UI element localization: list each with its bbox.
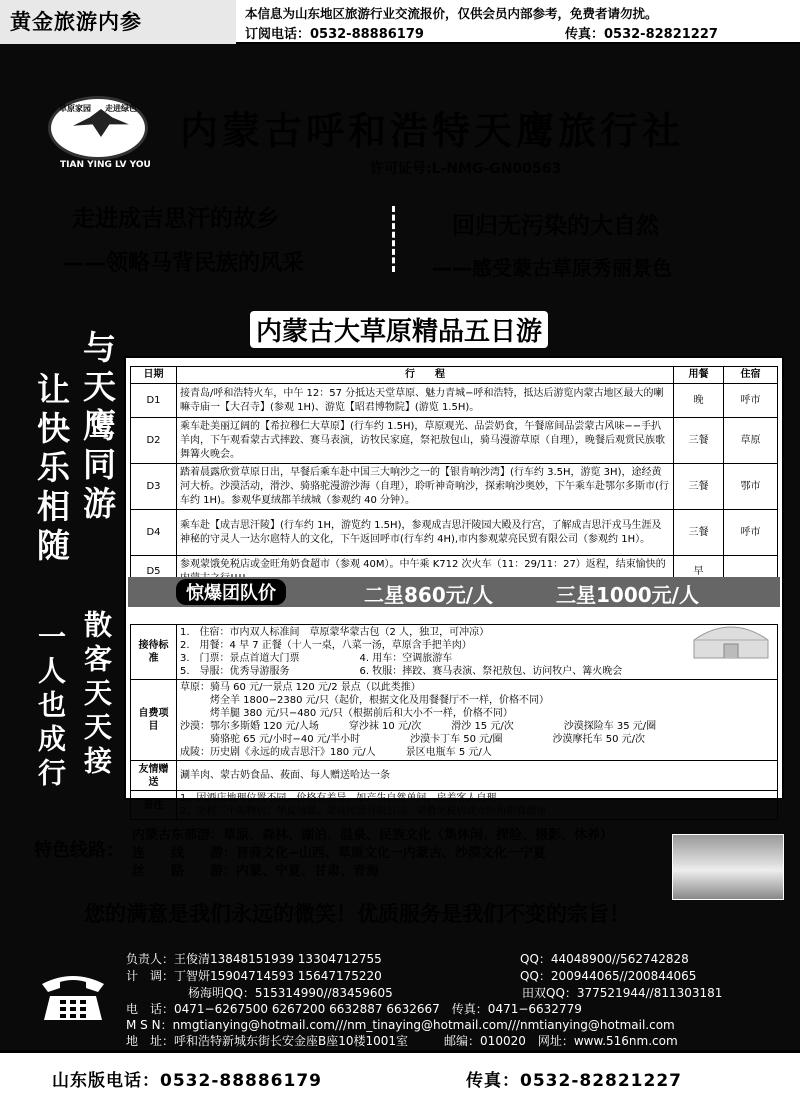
stay-cell: 呼市 (724, 510, 778, 556)
itinerary-cell: 参观蒙饿免税店或金旺角奶食超市（参观 40M）。中午乘 K712 次火车（11：29/11：27）返程，结束愉快的 (177, 556, 674, 588)
vertical-slogan-4: 一人也成行 (34, 622, 67, 792)
slogan-left-main: 走进成吉思汗的故乡 (72, 206, 279, 232)
tour-title: 内蒙古大草原精品五日游 (250, 311, 548, 348)
manager-qq: QQ：44048900//562742828 (520, 952, 689, 966)
table-row (131, 384, 778, 418)
top-header (0, 0, 800, 44)
msn-line: M S N：nmgtianying@hotmail.com///nm_tinaying@hotmail.com///nmtianying@hotmail.com (126, 1018, 675, 1032)
itinerary-cell: 踏着晨露欣赏草原日出，早餐后乘车赴中国三大响沙之一的【银肯响沙湾】(行车约 3.5H，游览 3H)，途经黄河大桥。沙漠活动，滑沙、骑骆驼漫游沙海（自理），聆听神奇响沙，探索响沙奥妙，下午乘车赴鄂尔多斯市(行车约 1H)。参观华夏绒都羊绒城（参观约 40 分钟）。 (177, 464, 674, 510)
optional-label: 自费项目 (131, 680, 177, 761)
slogan-right-sub: ——感受蒙古草原秀丽景色 (432, 256, 672, 280)
price-three-star: 三星1000元/人 (556, 583, 699, 607)
optional-line: 骑骆驼 65 元/小时−40 元/半小时 沙漠卡丁车 50 元/圈 沙漠摩托车 50 元/次 (180, 734, 646, 745)
gift-label: 友情赠送 (131, 761, 177, 791)
stay-cell: 鄂市 (724, 464, 778, 510)
route-silk: 丝 路 游：内蒙、宁夏、甘肃、青海 (132, 864, 380, 879)
price-two-star: 二星860元/人 (364, 583, 494, 607)
vertical-slogan-1: 与天鹰同游 (78, 330, 117, 525)
table-row (131, 418, 778, 464)
manager-contact: 负责人：王俊清13848151939 13304712755 (126, 952, 382, 966)
slogan-divider (392, 206, 395, 272)
optional-line: 草原：骑马 60 元/一景点 120 元/2 景点（以此类推） (180, 682, 421, 693)
logo-text-right: 走进绿色 (105, 104, 137, 113)
day-cell: D3 (131, 464, 177, 510)
col-meal: 用餐 (674, 367, 724, 384)
license-number: 许可证号:L-NMG-GN00563 (370, 161, 562, 177)
stay-cell: 草原 (724, 418, 778, 464)
itinerary-table (130, 366, 778, 588)
optional-line: 沙漠：鄂尔多斯婚 120 元/人场 穿沙袜 10 元/次 滑沙 15 元/次 沙漠探险车 35 元/圈 (180, 721, 657, 732)
meal-cell: 三餐 (674, 464, 724, 510)
member-notice: 本信息为山东地区旅游行业交流报价，仅供会员内部参考，免费者请勿扰。 (245, 6, 658, 21)
remarks-label: 备注 (131, 791, 177, 820)
route-east: 内蒙古东部游：草原、森林、湖泊、温泉、民族文化（集休闲、探险、摄影、休养） (132, 828, 614, 843)
table-row (131, 625, 778, 680)
logo-text-left: 草原家园 (59, 104, 91, 113)
header-fax: 传真：0532-82821227 (565, 27, 718, 42)
standards-line: 5. 导服：优秀导游服务 6. 牧服：摔跤、赛马表演、祭祀敖包、访问牧户、篝火晚会 (180, 666, 623, 677)
table-row (131, 791, 778, 820)
standards-line: 2. 用餐：4 早 7 正餐（十人一桌，八菜一汤，草原含手把羊肉） (180, 640, 472, 651)
gift-cell: 涮羊肉、蒙古奶食品、莜面、每人赠送哈达一条 (177, 761, 778, 791)
meal-cell: 三餐 (674, 510, 724, 556)
brand-title: 黄金旅游内参 (0, 0, 236, 44)
standards-line: 1. 住宿：市内双人标准间 草原蒙华蒙古包（2 人，独卫，可冲凉） (180, 627, 490, 638)
desert-photo (672, 834, 784, 900)
remarks-cell (177, 791, 778, 820)
standards-label: 接待标准 (131, 625, 177, 680)
optional-cell (177, 680, 778, 761)
stay-cell: 呼市 (724, 384, 778, 418)
price-tag: 惊爆团队价 (176, 579, 286, 605)
slogan-left-sub: ——领略马背民族的风采 (62, 250, 305, 276)
standards-line: 3. 门票：景点首道大门票 4. 用车：空调旅游车 (180, 653, 453, 664)
col-itinerary: 行 程 (177, 367, 674, 384)
meal-cell: 三餐 (674, 418, 724, 464)
special-routes-label: 特色线路： (34, 840, 124, 861)
optional-line: 烤全羊 1800−2380 元/只（起价，根据文化及用餐餐厅不一样，价格不同） (180, 695, 550, 706)
tian-qq: 田双QQ：377521944//811303181 (522, 986, 723, 1000)
table-row (131, 464, 778, 510)
footer (0, 1050, 800, 1100)
yang-qq: 杨海明QQ：515314990//83459605 (188, 986, 393, 1000)
company-logo (48, 96, 148, 160)
table-row (131, 680, 778, 761)
table-row (131, 761, 778, 791)
col-date: 日期 (131, 367, 177, 384)
price-bar (128, 577, 780, 607)
day-cell: D5 (131, 556, 177, 588)
day-cell: D1 (131, 384, 177, 418)
remarks-line: 2、全程三个购物店：华夏绒都、蒙亮民贸有限公司、蒙俄免税店或金旺角奶食超市 (180, 806, 547, 817)
day-cell: D4 (131, 510, 177, 556)
table-row (131, 510, 778, 556)
col-stay: 住宿 (724, 367, 778, 384)
company-name: 内蒙古呼和浩特天鹰旅行社 (180, 108, 685, 153)
meal-cell: 早 (674, 556, 724, 588)
yurt-icon (686, 618, 776, 660)
logo-subtitle: TIAN YING LV YOU (60, 160, 151, 170)
itinerary-cell: 乘车赴美丽辽阔的【希拉穆仁大草原】(行车约 1.5H)，草原观光、品尝奶食，午餐席间品尝蒙古风味−−手扒羊肉，下午观看蒙古式摔跤、赛马表演，访牧民家庭，祭祀敖包山，骑马漫游草原（自理），晚餐后观赏民族歌舞篝火晚会。 (177, 418, 674, 464)
footer-phone: 山东版电话：0532-88886179 (52, 1071, 322, 1091)
service-slogan: 您的满意是我们永远的微笑！优质服务是我们不变的宗旨！ (84, 901, 630, 926)
meal-cell: 晚 (674, 384, 724, 418)
slogan-right-main: 回归无污染的大自然 (452, 213, 659, 239)
phone-fax-line: 电 话：0471−6267500 6267200 6632887 6632667 传真：0471−6632779 (126, 1002, 582, 1016)
order-phone: 订阅电话：0532-88886179 (245, 27, 424, 42)
remarks-line: 1、因酒店地理位置不同，价格有差异，如产生自然单间，房差客人自理 (180, 793, 497, 804)
optional-line: 成陵：历史剧《永远的成吉思汗》180 元/人 景区电瓶车 5 元/人 (180, 747, 492, 758)
route-link: 连 线 游：晋商文化−山西、草原文化一内蒙古、沙漠文化一宁夏 (132, 846, 546, 861)
planner-qq: QQ：200944065//200844065 (520, 969, 697, 983)
itinerary-cell: 乘车赴【成吉思汗陵】(行车约 1H，游览约 1.5H)，参观成吉思汗陵园大殿及行宫，了解成吉思汗戎马生涯及神秘的守灵人一达尔扈特人的文化，下午返回呼市(行车约 4H),市内参观蒙亮民贸有限公司（参观约 1H）。 (177, 510, 674, 556)
vertical-slogan-3: 散客天天接 (80, 610, 113, 780)
planner-contact: 计 调：丁智妍15904714593 15647175220 (126, 969, 382, 983)
address-line: 地 址：呼和浩特新城东街长安金座B座10楼1001室 邮编：010020 网址：www.516nm.com (126, 1034, 678, 1048)
itinerary-cell: 接青岛/呼和浩特火车，中午 12：57 分抵达天堂草原、魅力青城−呼和浩特，抵达后游览内蒙古地区最大的喇嘛寺庙一【大召寺】(参观 1H)、游览【昭君博物院】(游览 1.5H)。 (177, 384, 674, 418)
vertical-slogan-2: 让快乐相随 (32, 372, 71, 567)
day-cell: D2 (131, 418, 177, 464)
footer-fax: 传真：0532-82821227 (466, 1071, 682, 1091)
details-table (130, 624, 778, 820)
telephone-icon (38, 966, 108, 1022)
optional-line: 烤羊腿 380 元/只−480 元/只（根据前后和大小不一样，价格不同） (180, 708, 513, 719)
